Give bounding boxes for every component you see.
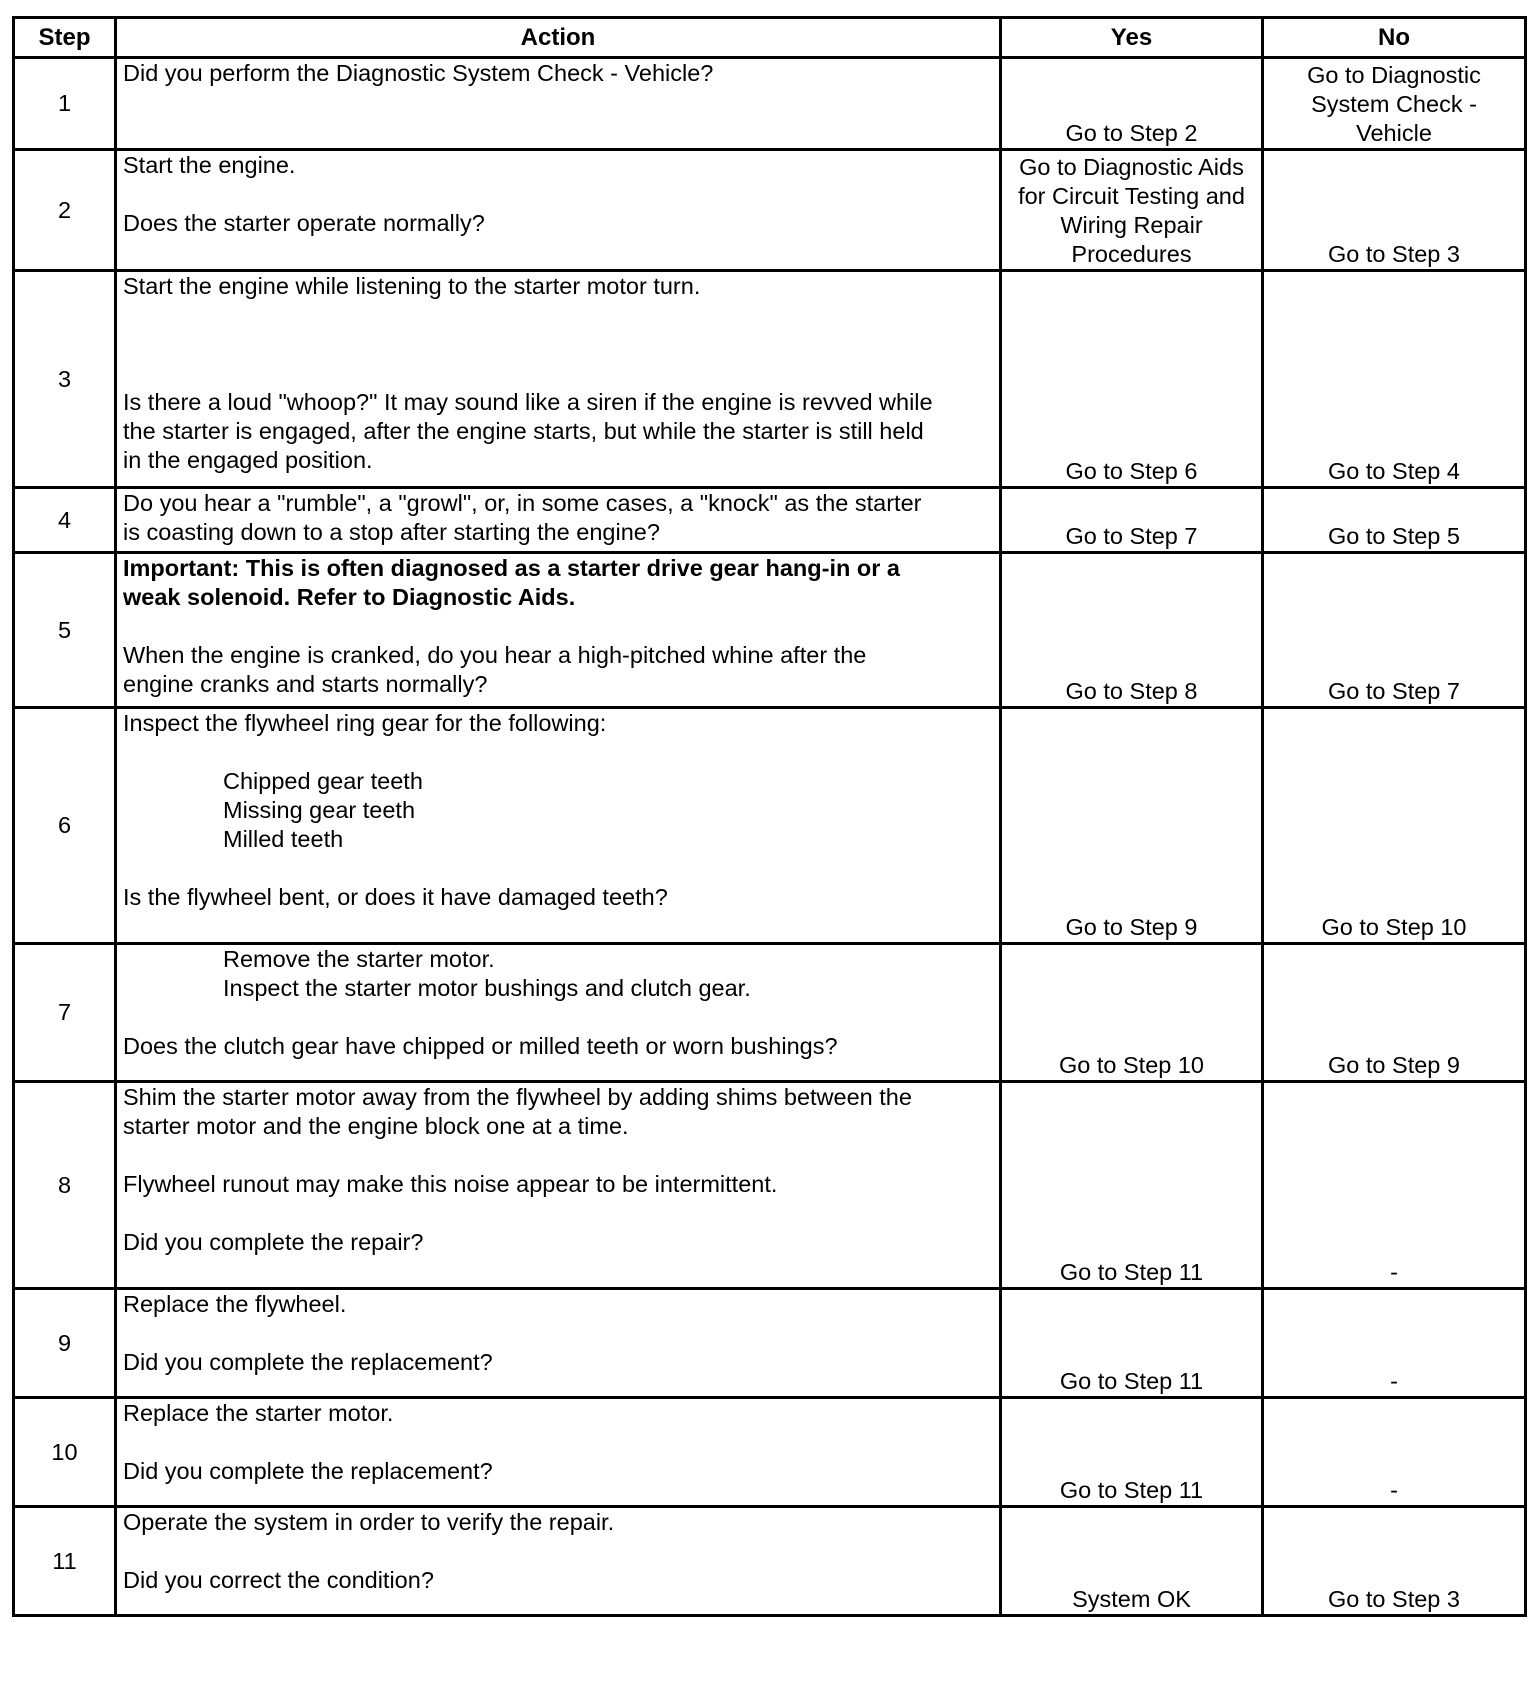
yes-cell xyxy=(1001,553,1263,708)
no-text: Go to Step 3 xyxy=(1328,1586,1460,1612)
action-text: Is the flywheel bent, or does it have damaged teeth? xyxy=(123,884,668,910)
action-cell xyxy=(116,1289,1001,1398)
table-row xyxy=(14,488,1526,553)
no-cell xyxy=(1263,1398,1526,1507)
action-text: engine cranks and starts normally? xyxy=(123,671,488,697)
table-row xyxy=(14,1289,1526,1398)
step-number: 4 xyxy=(14,488,116,553)
table-row xyxy=(14,1507,1526,1616)
table-row xyxy=(14,708,1526,944)
no-text: Go to Step 9 xyxy=(1328,1052,1460,1078)
no-cell xyxy=(1263,488,1526,553)
action-cell xyxy=(116,58,1001,150)
header-yes: Yes xyxy=(1001,18,1263,58)
step-number: 10 xyxy=(14,1398,116,1507)
action-cell xyxy=(116,488,1001,553)
yes-text: Go to Step 2 xyxy=(1065,120,1198,146)
no-cell xyxy=(1263,1289,1526,1398)
step-number: 1 xyxy=(14,58,116,150)
important-note: Important: This is often diagnosed as a starter drive gear hang-in or a xyxy=(123,555,900,581)
action-cell xyxy=(116,944,1001,1082)
header-row xyxy=(14,18,1526,58)
table-row xyxy=(14,150,1526,271)
yes-cell xyxy=(1001,488,1263,553)
list-item: Remove the starter motor. xyxy=(223,946,495,972)
list-item: Chipped gear teeth xyxy=(223,768,423,794)
action-text: Did you complete the replacement? xyxy=(123,1349,493,1375)
action-text: Does the clutch gear have chipped or milled teeth or worn bushings? xyxy=(123,1033,838,1059)
yes-cell xyxy=(1001,708,1263,944)
no-cell xyxy=(1263,271,1526,488)
step-number: 8 xyxy=(14,1082,116,1289)
yes-cell xyxy=(1001,1507,1263,1616)
yes-text: Go to Step 11 xyxy=(1059,1368,1204,1394)
yes-cell xyxy=(1001,1289,1263,1398)
yes-text: Procedures xyxy=(1071,241,1192,267)
yes-text: for Circuit Testing and xyxy=(1018,183,1245,209)
yes-text: Wiring Repair xyxy=(1060,212,1203,238)
action-text: Inspect the flywheel ring gear for the following: xyxy=(123,710,607,736)
action-cell xyxy=(116,1082,1001,1289)
action-text: Did you perform the Diagnostic System Check - Vehicle? xyxy=(123,60,714,86)
action-text: starter motor and the engine block one at a time. xyxy=(123,1113,629,1139)
action-text: Did you correct the condition? xyxy=(123,1567,434,1593)
table-row xyxy=(14,1398,1526,1507)
no-cell xyxy=(1263,1507,1526,1616)
yes-text: Go to Step 11 xyxy=(1059,1259,1204,1285)
table-row xyxy=(14,271,1526,488)
action-text: the starter is engaged, after the engine starts, but while the starter is still held xyxy=(123,418,924,444)
diagnostic-table xyxy=(12,16,1527,1617)
action-text: Flywheel runout may make this noise appear to be intermittent. xyxy=(123,1171,778,1197)
table-row xyxy=(14,58,1526,150)
yes-cell xyxy=(1001,150,1263,271)
no-text: Go to Step 7 xyxy=(1328,678,1460,704)
yes-text: Go to Step 7 xyxy=(1065,523,1198,549)
list-item: Inspect the starter motor bushings and clutch gear. xyxy=(223,975,751,1001)
no-cell xyxy=(1263,553,1526,708)
action-text: Do you hear a "rumble", a "growl", or, in some cases, a "knock" as the starter xyxy=(123,490,922,516)
action-text: Start the engine while listening to the starter motor turn. xyxy=(123,273,701,299)
yes-cell xyxy=(1001,58,1263,150)
yes-cell xyxy=(1001,271,1263,488)
table-row xyxy=(14,553,1526,708)
action-text: Does the starter operate normally? xyxy=(123,210,485,236)
step-number: 7 xyxy=(14,944,116,1082)
yes-cell xyxy=(1001,1082,1263,1289)
no-cell xyxy=(1263,1082,1526,1289)
action-text: Replace the flywheel. xyxy=(123,1291,347,1317)
header-no: No xyxy=(1263,18,1526,58)
yes-cell xyxy=(1001,944,1263,1082)
yes-text: Go to Diagnostic Aids xyxy=(1019,154,1244,180)
no-text: Go to Step 5 xyxy=(1328,523,1460,549)
list-item: Missing gear teeth xyxy=(223,797,416,823)
action-cell xyxy=(116,708,1001,944)
no-cell xyxy=(1263,58,1526,150)
action-cell xyxy=(116,1507,1001,1616)
yes-text: Go to Step 9 xyxy=(1065,914,1198,940)
action-text: Did you complete the replacement? xyxy=(123,1458,493,1484)
no-text: Go to Step 4 xyxy=(1328,458,1460,484)
action-text: Is there a loud "whoop?" It may sound like a siren if the engine is revved while xyxy=(123,389,933,415)
table-row xyxy=(14,944,1526,1082)
action-cell xyxy=(116,271,1001,488)
action-cell xyxy=(116,1398,1001,1507)
action-text: Operate the system in order to verify the repair. xyxy=(123,1509,615,1535)
important-note: weak solenoid. Refer to Diagnostic Aids. xyxy=(123,584,576,610)
action-cell xyxy=(116,150,1001,271)
no-text: - xyxy=(1390,1368,1398,1394)
step-number: 11 xyxy=(14,1507,116,1616)
yes-text: Go to Step 11 xyxy=(1059,1477,1204,1503)
header-action: Action xyxy=(116,18,1001,58)
no-text: - xyxy=(1390,1477,1398,1503)
no-text: System Check - xyxy=(1311,91,1477,117)
yes-cell xyxy=(1001,1398,1263,1507)
no-cell xyxy=(1263,944,1526,1082)
yes-text: Go to Step 6 xyxy=(1065,458,1198,484)
no-text: Go to Step 3 xyxy=(1328,241,1460,267)
step-number: 6 xyxy=(14,708,116,944)
header-step: Step xyxy=(14,18,116,58)
no-cell xyxy=(1263,150,1526,271)
yes-text: Go to Step 8 xyxy=(1065,678,1198,704)
action-text: Replace the starter motor. xyxy=(123,1400,394,1426)
step-number: 2 xyxy=(14,150,116,271)
table-row xyxy=(14,1082,1526,1289)
action-text: Start the engine. xyxy=(123,152,296,178)
step-number: 3 xyxy=(14,271,116,488)
no-text: Go to Diagnostic xyxy=(1307,62,1481,88)
action-text: Shim the starter motor away from the flywheel by adding shims between the xyxy=(123,1084,912,1110)
step-number: 9 xyxy=(14,1289,116,1398)
no-text: - xyxy=(1390,1259,1398,1285)
action-text: is coasting down to a stop after starting the engine? xyxy=(123,519,660,545)
action-text: When the engine is cranked, do you hear a high-pitched whine after the xyxy=(123,642,867,668)
no-cell xyxy=(1263,708,1526,944)
yes-text: Go to Step 10 xyxy=(1058,1052,1205,1078)
action-text: in the engaged position. xyxy=(123,447,373,473)
yes-text: System OK xyxy=(1072,1586,1191,1612)
no-text: Go to Step 10 xyxy=(1321,914,1467,940)
action-cell xyxy=(116,553,1001,708)
no-text: Vehicle xyxy=(1356,120,1432,146)
list-item: Milled teeth xyxy=(223,826,344,852)
action-text: Did you complete the repair? xyxy=(123,1229,424,1255)
step-number: 5 xyxy=(14,553,116,708)
